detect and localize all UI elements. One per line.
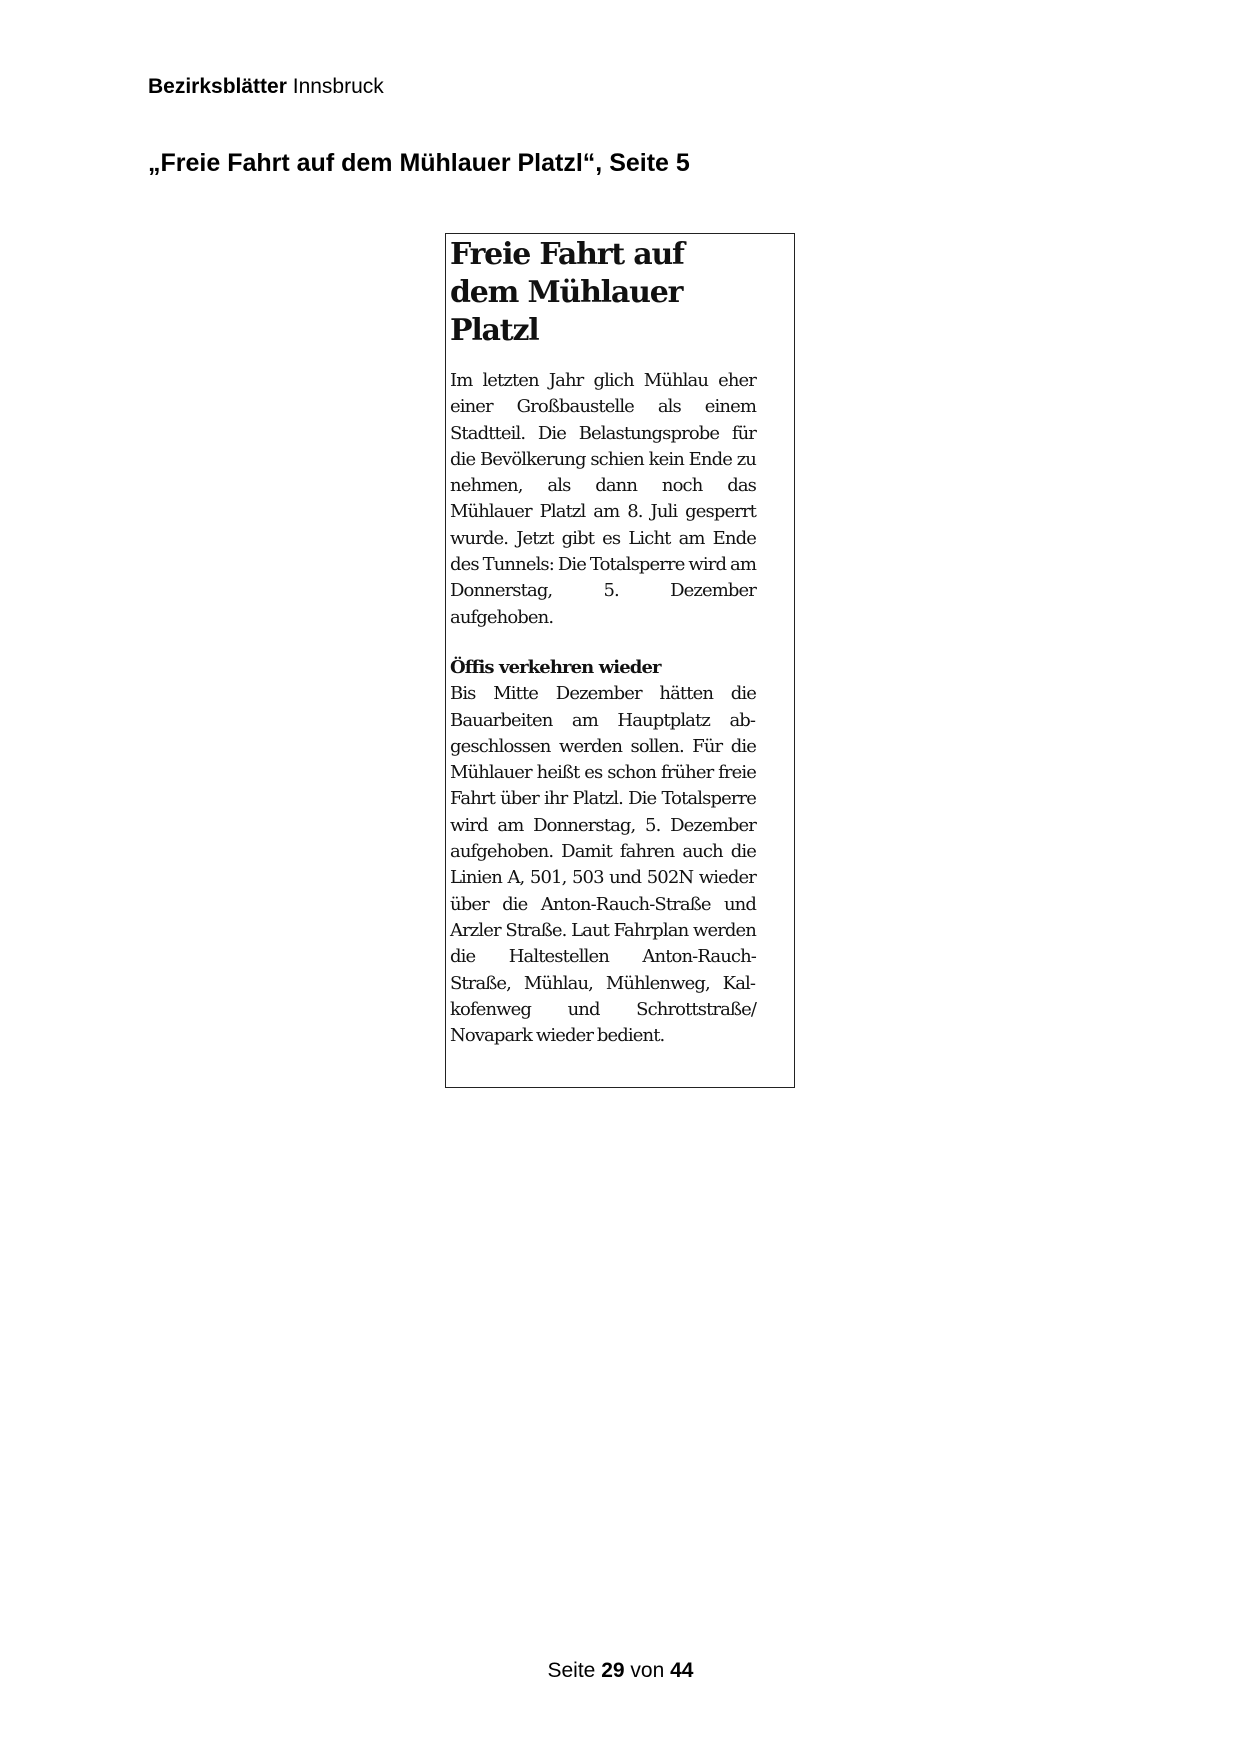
- publication-name: Bezirksblätter: [148, 75, 287, 98]
- publication-region: Innsbruck: [292, 75, 384, 98]
- newspaper-clipping: [445, 233, 795, 1088]
- source-line: [148, 74, 384, 100]
- clipping-paragraph-2: Bis Mitte Dezember hätten die Bauarbeiten am Hauptplatz abgeschlossen werden sollen. Für die Mühlauer heißt es schon früher freie Fahrt über ihr Platzl. Die Totalsperre wird am Donnerstag, 5. Dezember aufgehoben. Damit fahren auch die Linien A, 501, 503 und 502N wieder über die Anton-Rauch-Straße und Arzler Straße. Laut Fahrplan werden die Haltestellen Anton-Rauch-Straße, Mühlau, Mühlenweg, Kalkofenweg und Schrottstraße/ Novapark wieder bedient.: [450, 683, 756, 1047]
- of-word: von: [630, 1659, 665, 1682]
- article-reference-title: „Freie Fahrt auf dem Mühlauer Platzl“, Seite 5: [148, 149, 690, 177]
- page-number: [0, 1658, 1241, 1684]
- page-total: 44: [670, 1659, 694, 1682]
- clipping-subheading: Öffis verkehren wieder: [450, 656, 661, 678]
- clipping-headline: Freie Fahrt auf dem Mühlauer Platzl: [450, 237, 684, 348]
- page-word: Seite: [547, 1659, 596, 1682]
- clipping-paragraph-1: Im letzten Jahr glich Mühlau eher einer Großbaustelle als einem Stadtteil. Die Belastungsprobe für die Bevölkerung schien kein Ende zu nehmen, als dann noch das Mühlauer Platzl am 8. Juli gesperrt wurde. Jetzt gibt es Licht am Ende des Tunnels: Die Totalsperre wird am Donnerstag, 5. Dezember aufgehoben.: [450, 370, 756, 628]
- page-current: 29: [601, 1659, 625, 1682]
